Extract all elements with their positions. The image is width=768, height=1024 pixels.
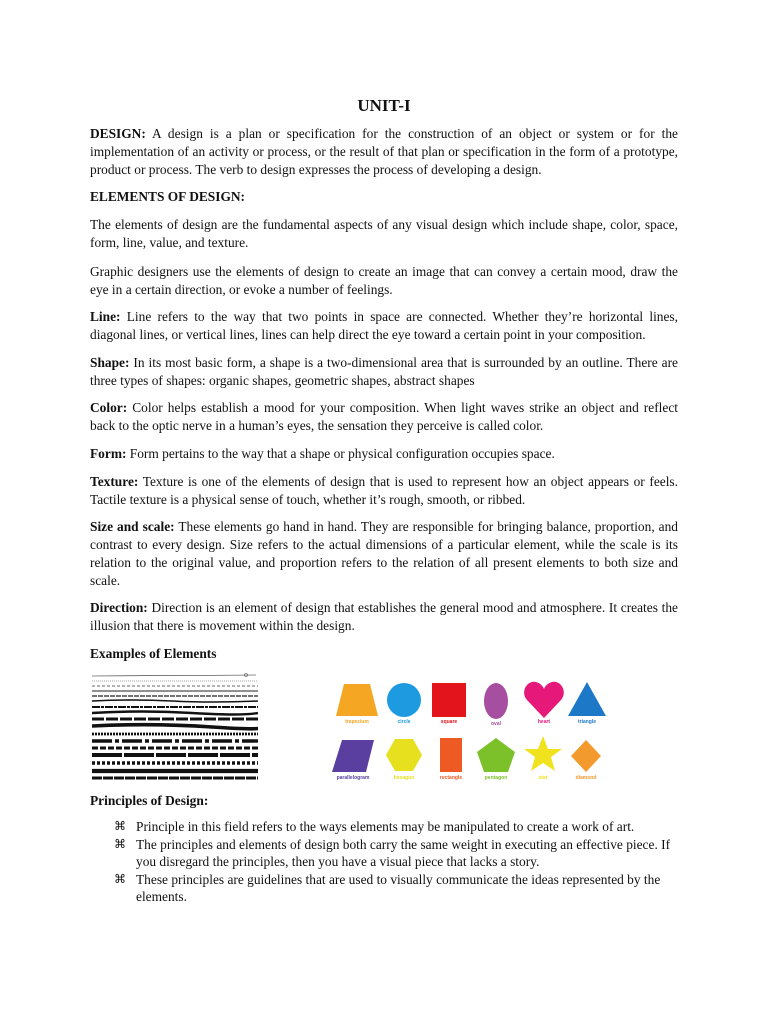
shape-label-trapezium: trapezium xyxy=(345,719,369,725)
principle-text: The principles and elements of design both carry the same weight in executing an effective piece. If you disregard the principles, then you have a visual piece that lacks a story. xyxy=(136,836,671,869)
shape-label-star: star xyxy=(538,775,548,781)
shape-label-parallelogram: parallelogram xyxy=(336,775,370,781)
design-label: DESIGN: xyxy=(90,126,146,141)
shapes-examples-image xyxy=(324,672,614,788)
form-text: Form pertains to the way that a shape or physical configuration occupies space. xyxy=(126,446,555,461)
elements-heading: ELEMENTS OF DESIGN: xyxy=(90,189,246,204)
direction-text: Direction is an element of design that establishes the general mood and atmosphere. It creates the illusion that there is movement within the design. xyxy=(90,600,678,633)
command-bullet-icon: ⌘ xyxy=(114,871,126,886)
texture-text: Texture is one of the elements of design that is used to represent how an object appears or feels. Tactile texture is a physical sense of touch, whether it’s rough, smooth, or ribbed. xyxy=(90,474,678,507)
direction-paragraph xyxy=(90,599,678,635)
list-item xyxy=(114,836,678,871)
shape-label: Shape: xyxy=(90,355,130,370)
principles-heading: Principles of Design: xyxy=(90,793,209,808)
page-title: UNIT-I xyxy=(357,96,411,115)
list-item xyxy=(114,818,678,836)
principles-list xyxy=(114,818,678,906)
shape-label-heart: heart xyxy=(537,719,551,725)
direction-label: Direction: xyxy=(90,600,148,615)
color-paragraph xyxy=(90,399,678,435)
shape-label-circle: circle xyxy=(397,719,411,725)
shape-label-oval: oval xyxy=(490,721,502,727)
principle-text: These principles are guidelines that are used to visually communicate the ideas represented by the elements. xyxy=(136,871,661,904)
design-text: A design is a plan or specification for the construction of an object or system or for the implementation of an activity or process, or the result of that plan or specification in the form of a prototype, product or process. The verb to design expresses the process of developing a design. xyxy=(90,126,678,177)
elements-intro: The elements of design are the fundamental aspects of any visual design which include shape, color, space, form, line, value, and texture. xyxy=(90,217,678,250)
command-bullet-icon: ⌘ xyxy=(114,819,126,833)
shape-label-triangle: triangle xyxy=(577,719,597,725)
texture-label: Texture: xyxy=(90,474,139,489)
form-label: Form: xyxy=(90,446,127,461)
line-label: Line: xyxy=(90,309,121,324)
shape-label-pentagon: pentagon xyxy=(484,775,508,781)
principle-text: Principle in this field refers to the ways elements may be manipulated to create a work of art. xyxy=(136,819,635,834)
examples-heading: Examples of Elements xyxy=(90,646,217,661)
shape-text: In its most basic form, a shape is a two-dimensional area that is surrounded by an outline. There are three types of shapes: organic shapes, geometric shapes, abstract shapes xyxy=(90,355,678,388)
command-bullet-icon: ⌘ xyxy=(114,836,126,851)
list-item xyxy=(114,871,678,906)
line-examples-image xyxy=(92,672,258,782)
size-scale-label: Size and scale: xyxy=(90,519,175,534)
rectangle-shape xyxy=(440,738,462,781)
texture-paragraph xyxy=(90,473,678,509)
shape-paragraph xyxy=(90,354,678,390)
size-scale-text: These elements go hand in hand. They are responsible for bringing balance, proportion, and contrast to every design. Size refers to the actual dimensions of a particular element, while the scale is its relation to the original value, and proportion refers to the relation of all present elements to both size and scale. xyxy=(90,519,678,588)
form-paragraph xyxy=(90,445,678,463)
graphic-designers-paragraph: Graphic designers use the elements of design to create an image that can convey a certain mood, draw the eye in a certain direction, or evoke a number of feelings. xyxy=(90,264,678,297)
shape-label-square: square xyxy=(440,719,458,725)
design-paragraph xyxy=(90,125,678,179)
shape-label-rectangle: rectangle xyxy=(439,775,463,781)
shape-label-hexagon: hexagon xyxy=(393,775,415,781)
line-paragraph xyxy=(90,308,678,344)
color-label: Color: xyxy=(90,400,128,415)
line-text: Line refers to the way that two points in space are connected. Whether they’re horizontal lines, diagonal lines, or vertical lines, lines can help direct the eye toward a certain point in your composition. xyxy=(90,309,678,342)
size-scale-paragraph xyxy=(90,518,678,590)
shape-label-diamond: diamond xyxy=(575,775,597,781)
color-text: Color helps establish a mood for your composition. When light waves strike an object and reflect back to the optic nerve in a human’s eyes, the sensation they perceive is called color. xyxy=(90,400,678,433)
